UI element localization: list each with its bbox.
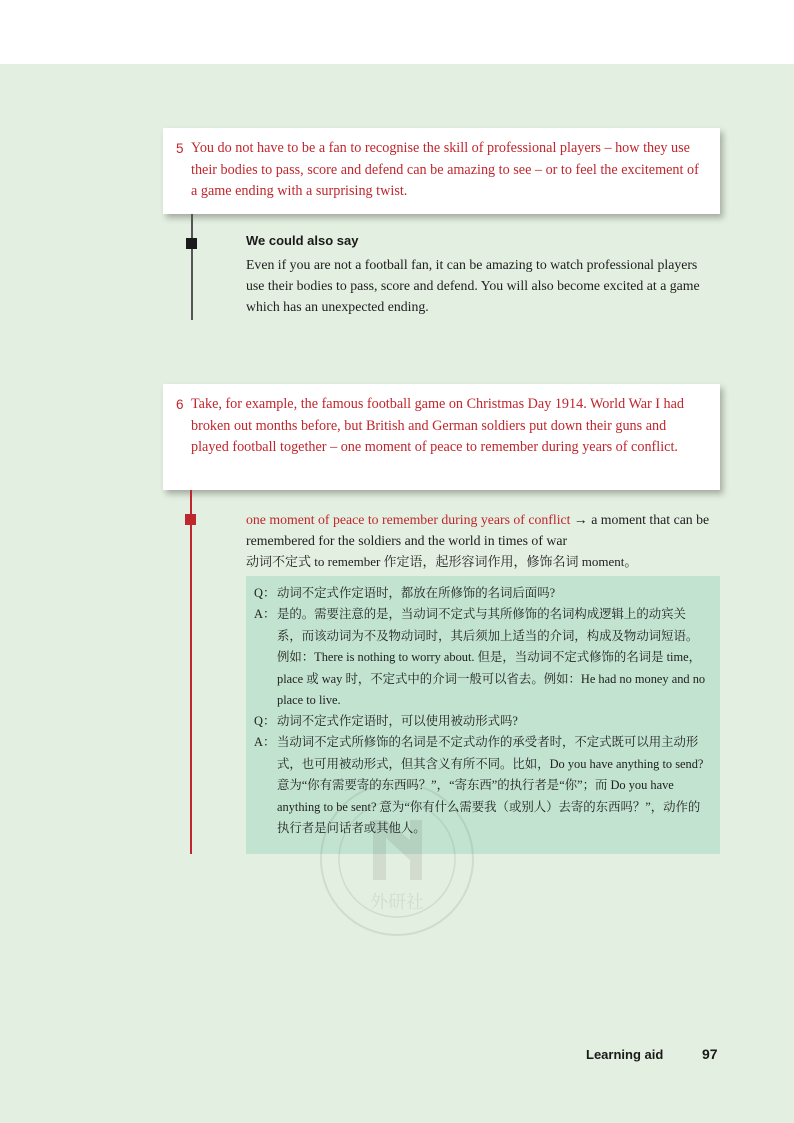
could-also-say-heading: We could also say [246, 233, 359, 248]
publisher-watermark [318, 780, 476, 938]
arrow-icon: → [570, 512, 592, 527]
item-number: 5 [176, 141, 184, 156]
qa-text: 当动词不定式所修饰的名词是不定式动作的承受者时，不定式既可以用主动形式，也可用被动形式，但其含义有所不同。比如，Do you have anything to send? 意为“你有需要寄的东西吗？”，“寄东西”的执行者是“你”；而 Do you have anything to be sent? 意为“你有什么需要我（或别人）去寄的东西吗？”，动作的执行者是问话者或其他人。 [277, 735, 704, 835]
qa-item [254, 604, 710, 712]
qa-item [254, 711, 710, 733]
qa-item [254, 583, 710, 605]
section-line [191, 214, 193, 320]
note-paraphrase [246, 509, 716, 551]
section-marker [185, 514, 196, 525]
qa-label: A： [254, 607, 276, 621]
footer-section-label: Learning aid [586, 1047, 664, 1062]
qa-label: Q： [254, 586, 276, 600]
note-grammar: 动词不定式 to remember 作定语，起形容词作用，修饰名词 moment。 [246, 554, 638, 569]
qa-text: 动词不定式作定语时，都放在所修饰的名词后面吗? [277, 586, 556, 600]
watermark-text: 外研社 [370, 892, 424, 913]
quote-text: Take, for example, the famous football game on Christmas Day 1914. World War I had broken out months before, but British and German soldiers put down their guns and played football together – one moment of peace to remember during years of conflict. [191, 396, 685, 455]
qa-label: A： [254, 735, 276, 749]
section-marker [186, 238, 197, 249]
note-phrase: one moment of peace to remember during years of conflict [246, 512, 571, 527]
quote-box-6 [163, 384, 720, 490]
section-line [190, 490, 192, 854]
qa-text: 动词不定式作定语时，可以使用被动形式吗? [277, 714, 518, 728]
item-number: 6 [176, 397, 184, 412]
quote-text: You do not have to be a fan to recognise the skill of professional players – how they use their bodies to pass, score and defend can be amazing to see – or to feel the excitement of a game ending with a surprising twist. [191, 140, 699, 199]
note-meaning: a moment that can be remembered for the soldiers and the world in times of war [246, 512, 710, 548]
page-number: 97 [702, 1046, 718, 1062]
qa-label: Q： [254, 714, 276, 728]
could-also-say-text: Even if you are not a football fan, it can be amazing to watch professional players use their bodies to pass, score and defend. You will also become excited at a game which has an unexpected ending. [246, 257, 700, 314]
quote-box-5 [163, 128, 720, 214]
qa-text: 是的。需要注意的是，当动词不定式与其所修饰的名词构成逻辑上的动宾关系，而该动词为不及物动词时，其后须加上适当的介词，构成及物动词短语。例如：There is nothing to worry about. 但是，当动词不定式修饰的名词是 time，place 或 way 时，不定式中的介词一般可以省去。例如：He had no money and no place to live. [277, 607, 706, 707]
